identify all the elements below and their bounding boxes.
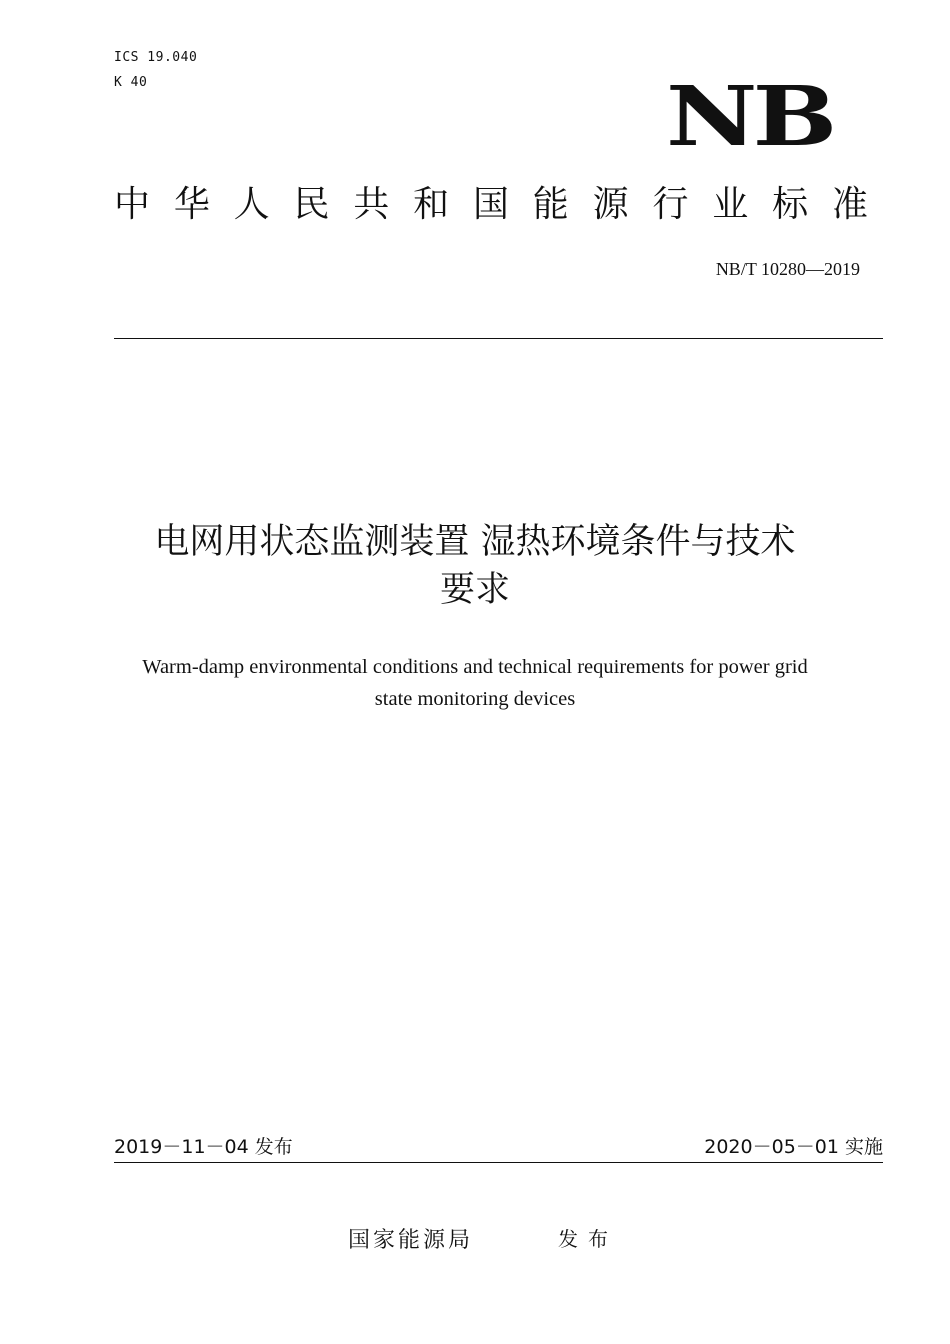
org-char: 和 — [413, 184, 450, 225]
org-char: 人 — [233, 184, 270, 225]
header-divider — [114, 338, 883, 339]
issue-date: 2019－11－04 发布 — [114, 1136, 293, 1158]
english-title-line-2: state monitoring devices — [374, 688, 576, 710]
standard-number: NB/T 10280—2019 — [715, 259, 860, 279]
english-title — [90, 651, 860, 715]
org-char: 国 — [472, 184, 509, 225]
english-title-line-1: Warm-damp environmental conditions and technical requirements for power grid — [142, 656, 808, 678]
org-char: 民 — [293, 184, 330, 225]
organization-title — [114, 183, 868, 226]
publisher-name: 国家能源局 — [348, 1228, 474, 1253]
org-char: 共 — [353, 184, 390, 225]
nb-logo: NB — [665, 69, 832, 165]
org-char: 源 — [592, 184, 629, 225]
org-char: 中 — [114, 184, 151, 225]
date-divider — [114, 1162, 883, 1163]
publish-label: 发布 — [558, 1227, 618, 1251]
org-char: 标 — [772, 184, 809, 225]
org-char: 业 — [712, 184, 749, 225]
chinese-title — [60, 518, 890, 614]
org-char: 准 — [831, 184, 868, 225]
org-char: 能 — [532, 184, 569, 225]
chinese-title-line-2: 要求 — [439, 570, 510, 610]
chinese-title-line-1: 电网用状态监测装置 湿热环境条件与技术 — [154, 522, 796, 562]
ics-code: ICS 19.040 — [114, 50, 198, 65]
classification-code: K 40 — [114, 75, 148, 90]
org-char: 行 — [652, 184, 689, 225]
implementation-date: 2020－05－01 实施 — [704, 1136, 883, 1158]
org-char: 华 — [173, 184, 210, 225]
